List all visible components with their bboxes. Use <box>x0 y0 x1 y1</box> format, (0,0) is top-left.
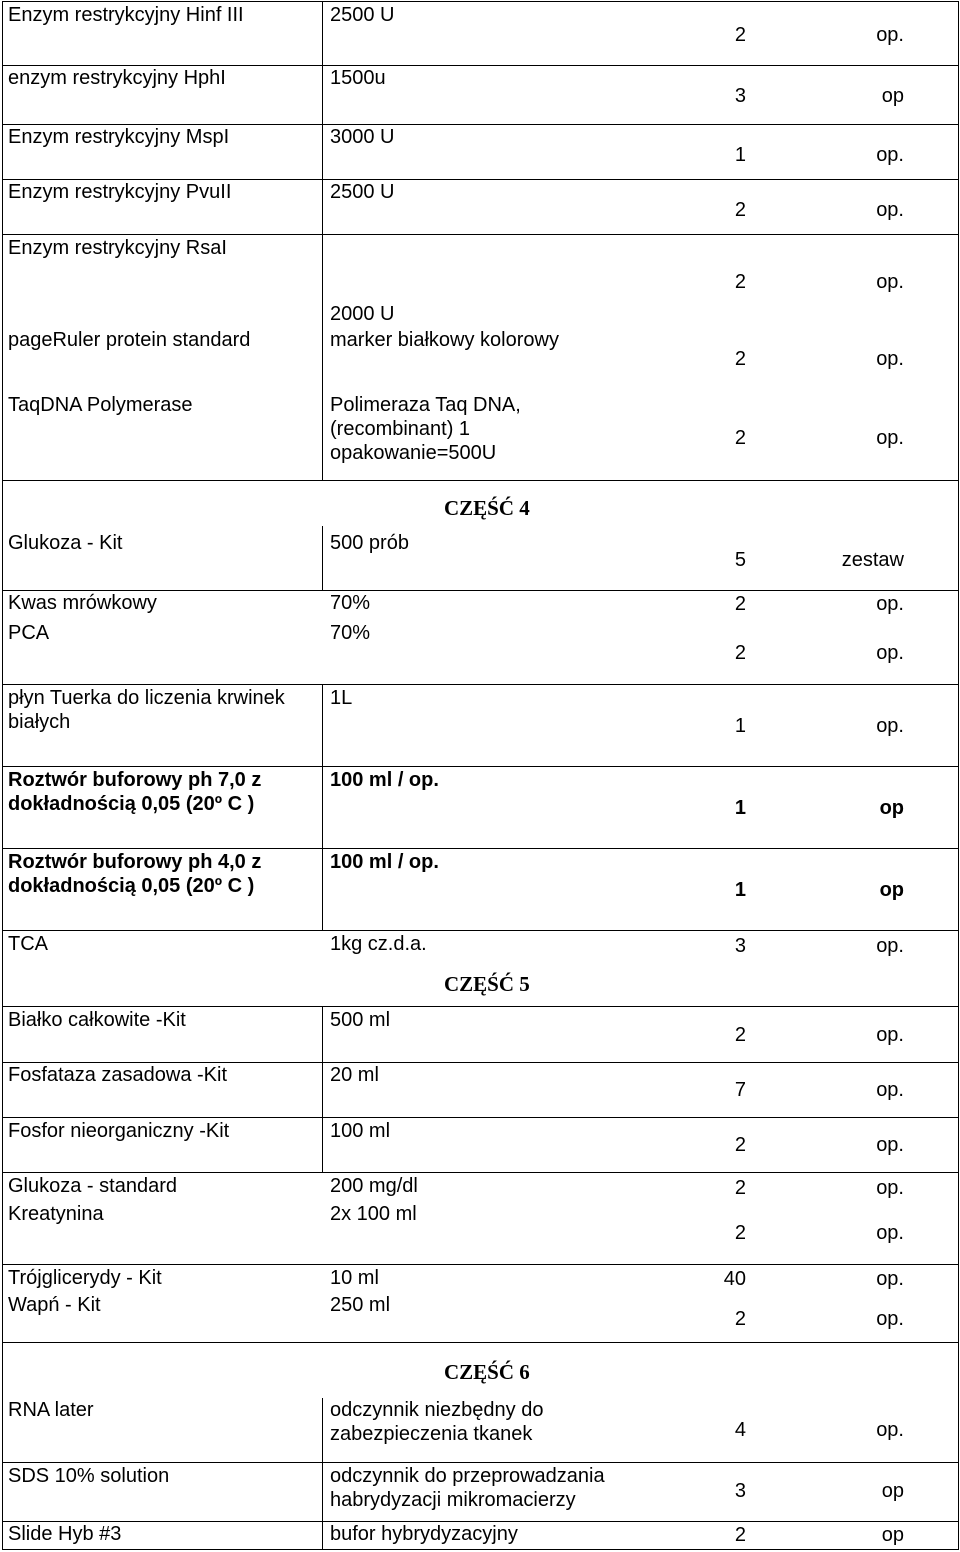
table-rule <box>322 1 323 480</box>
item-name: Glukoza - Kit <box>8 532 123 554</box>
item-name: Roztwór buforowy ph 4,0 z <box>8 851 262 873</box>
item-unit: op. <box>876 271 904 293</box>
item-name-line2: białych <box>8 711 71 733</box>
item-spec: 2500 U <box>330 181 395 203</box>
item-name: TCA <box>8 933 48 955</box>
table-rule <box>2 1462 959 1463</box>
item-spec-line2: habrydyzacji mikromacierzy <box>330 1489 576 1511</box>
item-spec: odczynnik do przeprowadzania <box>330 1465 605 1487</box>
item-unit: op. <box>876 1134 904 1156</box>
item-quantity: 3 <box>734 85 746 107</box>
item-quantity: 5 <box>734 549 746 571</box>
item-name: enzym restrykcyjny HphI <box>8 67 226 89</box>
item-quantity: 2 <box>734 427 746 449</box>
item-quantity: 2 <box>734 1308 746 1330</box>
item-quantity: 2 <box>734 593 746 615</box>
item-name: Kreatynina <box>8 1203 104 1225</box>
item-name: Białko całkowite -Kit <box>8 1009 186 1031</box>
section-heading-5: CZĘŚĆ 5 <box>444 972 530 996</box>
item-quantity: 4 <box>734 1419 746 1441</box>
table-rule <box>2 480 959 481</box>
table-rule <box>2 1172 959 1173</box>
item-name-line2: dokładnością 0,05 (20º C ) <box>8 875 255 897</box>
item-name: Fosfataza zasadowa -Kit <box>8 1064 227 1086</box>
item-name: Enzym restrykcyjny MspI <box>8 126 230 148</box>
item-quantity: 1 <box>734 144 746 166</box>
item-unit: zestaw <box>841 549 904 571</box>
item-unit: op. <box>876 348 904 370</box>
table-rule <box>2 1264 959 1265</box>
item-quantity: 2 <box>734 271 746 293</box>
item-name: PCA <box>8 622 50 644</box>
item-quantity: 2 <box>734 1024 746 1046</box>
item-name: Roztwór buforowy ph 7,0 z <box>8 769 262 791</box>
item-unit: op. <box>876 935 904 957</box>
table-rule <box>2 1342 959 1343</box>
item-unit: op. <box>876 24 904 46</box>
item-unit: op. <box>876 1024 904 1046</box>
item-spec: 1L <box>330 687 353 709</box>
item-name: Enzym restrykcyjny RsaI <box>8 237 227 259</box>
item-unit: op <box>881 1524 904 1546</box>
item-unit: op <box>879 879 904 901</box>
item-spec: 100 ml / op. <box>330 851 439 873</box>
table-rule <box>2 1549 959 1550</box>
item-name: Slide Hyb #3 <box>8 1523 122 1545</box>
item-name-line2: dokładnością 0,05 (20º C ) <box>8 793 255 815</box>
item-quantity: 1 <box>734 797 746 819</box>
table-rule <box>322 1006 323 1172</box>
item-quantity: 2 <box>734 642 746 664</box>
item-spec: 1kg cz.d.a. <box>330 933 427 955</box>
item-unit: op. <box>876 1268 904 1290</box>
item-unit: op <box>881 1480 904 1502</box>
table-rule <box>2 1006 959 1007</box>
table-rule <box>2 930 959 931</box>
item-spec: Polimeraza Taq DNA, <box>330 394 521 416</box>
section-heading-6: CZĘŚĆ 6 <box>444 1360 530 1384</box>
item-unit: op. <box>876 715 904 737</box>
item-spec: 100 ml <box>330 1120 391 1142</box>
item-spec: 10 ml <box>330 1267 379 1289</box>
table-rule <box>322 526 323 590</box>
item-spec: 500 prób <box>330 532 409 554</box>
item-spec: 500 ml <box>330 1009 391 1031</box>
table-rule <box>2 684 959 685</box>
item-name: pageRuler protein standard <box>8 329 251 351</box>
item-unit: op. <box>876 1222 904 1244</box>
item-spec: bufor hybrydyzacyjny <box>330 1523 518 1545</box>
item-spec: 200 mg/dl <box>330 1175 418 1197</box>
table-rule <box>2 848 959 849</box>
item-unit: op <box>881 85 904 107</box>
item-name: Glukoza - standard <box>8 1175 177 1197</box>
table-rule <box>2 766 959 767</box>
item-name: płyn Tuerka do liczenia krwinek <box>8 687 285 709</box>
item-spec: 2500 U <box>330 4 395 26</box>
item-spec: 2000 U <box>330 303 395 325</box>
item-unit: op. <box>876 1419 904 1441</box>
item-unit: op. <box>876 1079 904 1101</box>
item-spec-line3: opakowanie=500U <box>330 442 497 464</box>
item-quantity: 2 <box>734 348 746 370</box>
table-rule <box>322 684 323 930</box>
item-spec: 250 ml <box>330 1294 391 1316</box>
item-spec: 3000 U <box>330 126 395 148</box>
item-spec: odczynnik niezbędny do <box>330 1399 544 1421</box>
item-quantity: 2 <box>734 1134 746 1156</box>
item-spec: 2x 100 ml <box>330 1203 417 1225</box>
table-rule <box>2 234 959 235</box>
item-name: Wapń - Kit <box>8 1294 101 1316</box>
item-name: TaqDNA Polymerase <box>8 394 193 416</box>
item-name: SDS 10% solution <box>8 1465 170 1487</box>
item-spec: 20 ml <box>330 1064 379 1086</box>
item-name: Trójglicerydy - Kit <box>8 1267 162 1289</box>
item-unit: op. <box>876 427 904 449</box>
item-unit: op. <box>876 199 904 221</box>
item-unit: op <box>879 797 904 819</box>
item-quantity: 2 <box>734 199 746 221</box>
table-rule <box>958 1 959 1550</box>
item-quantity: 1 <box>734 715 746 737</box>
item-name: Enzym restrykcyjny Hinf III <box>8 4 244 26</box>
item-unit: op. <box>876 593 904 615</box>
item-unit: op. <box>876 642 904 664</box>
item-name: Kwas mrówkowy <box>8 592 157 614</box>
table-rule <box>2 1 959 2</box>
item-quantity: 2 <box>734 1177 746 1199</box>
item-name: Enzym restrykcyjny PvuII <box>8 181 232 203</box>
item-quantity: 40 <box>723 1268 746 1290</box>
table-rule <box>2 1117 959 1118</box>
item-quantity: 3 <box>734 935 746 957</box>
item-spec: 1500u <box>330 67 386 89</box>
item-unit: op. <box>876 1308 904 1330</box>
item-quantity: 7 <box>734 1079 746 1101</box>
table-rule <box>322 1398 323 1550</box>
item-quantity: 2 <box>734 24 746 46</box>
item-unit: op. <box>876 1177 904 1199</box>
item-spec-line2: (recombinant) 1 <box>330 418 471 440</box>
item-quantity: 1 <box>734 879 746 901</box>
item-quantity: 2 <box>734 1524 746 1546</box>
item-name: Fosfor nieorganiczny -Kit <box>8 1120 230 1142</box>
item-unit: op. <box>876 144 904 166</box>
item-name: RNA later <box>8 1399 94 1421</box>
item-spec: marker białkowy kolorowy <box>330 329 559 351</box>
item-spec: 70% <box>330 622 371 644</box>
item-quantity: 2 <box>734 1222 746 1244</box>
item-spec-line2: zabezpieczenia tkanek <box>330 1423 533 1445</box>
table-rule <box>2 1 3 1550</box>
item-quantity: 3 <box>734 1480 746 1502</box>
section-heading-4: CZĘŚĆ 4 <box>444 496 530 520</box>
item-spec: 100 ml / op. <box>330 769 439 791</box>
item-spec: 70% <box>330 592 371 614</box>
